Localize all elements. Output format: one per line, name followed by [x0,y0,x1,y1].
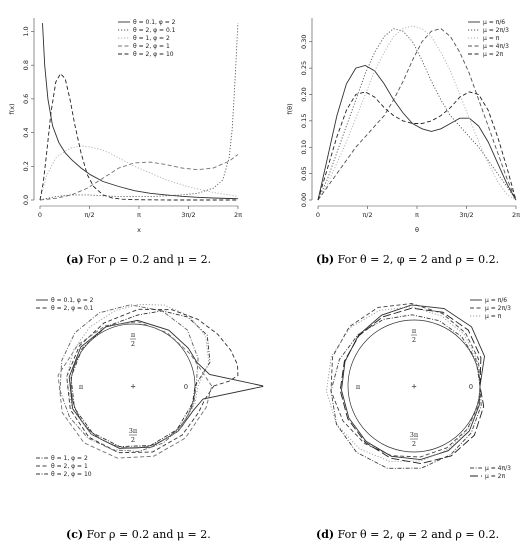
angle-label-pi-half-num: π [130,331,136,339]
y-tick-label: 0.10 [300,140,308,155]
y-tick-label: 0.20 [300,87,308,102]
legend-label: μ = π/6 [485,297,508,304]
angle-label-three-pi-half-num: 3π [128,427,138,435]
legend-label: μ = 2π/3 [485,305,511,312]
angle-label-zero: 0 [183,383,189,391]
center-mark: + [130,382,136,391]
y-axis-label: f(θ) [286,103,294,115]
x-tick-label: 2π [233,211,243,219]
angle-label-zero: 0 [468,383,474,391]
chart-a [8,18,242,234]
y-axis-label: f(x) [8,103,16,115]
series-line-0 [318,66,516,201]
legend-label: μ = π [483,35,500,42]
series-line-3 [40,155,238,201]
y-tick-label: 0.6 [22,93,30,105]
legend-label: θ = 1, φ = 2 [51,455,88,462]
circular-series-0 [69,320,263,448]
legend-label: μ = 4π/3 [483,43,509,50]
legend-label: θ = 2, φ = 1 [51,463,88,470]
circular-series-4 [71,311,210,447]
y-tick-label: 0.4 [22,127,30,138]
caption-c: (c) For ρ = 0.2 and μ = 2. [66,528,211,541]
angle-label-pi-half-den: 2 [411,336,417,344]
circular-series-5 [67,304,209,447]
series-line-2 [40,146,238,200]
x-tick-label: 2π [511,211,521,219]
angle-label-pi-half-den: 2 [130,340,136,348]
center-mark: + [411,382,417,391]
legend-label: μ = 4π/3 [485,465,511,472]
legend-label: μ = π [485,313,502,320]
series-line-4 [40,74,238,200]
legend-label: θ = 2, φ = 10 [133,51,174,58]
circular-series-1 [331,304,480,458]
legend-label: θ = 2, φ = 1 [133,43,170,50]
legend-label: μ = 2π [485,473,506,480]
y-tick-label: 0.25 [300,60,308,76]
x-axis-label: x [137,226,141,234]
chart-d [326,297,511,480]
caption-a: (a) For ρ = 0.2 and μ = 2. [66,253,212,266]
y-tick-label: 0.0 [22,194,30,206]
y-tick-label: 0.2 [22,161,30,172]
legend-label: μ = 2π/3 [483,27,509,34]
angle-label-pi-half-num: π [411,327,417,335]
angle-label-three-pi-half-den: 2 [411,440,417,448]
legend-label: θ = 1, φ = 2 [133,35,170,42]
legend-label: μ = π/6 [483,19,506,26]
angle-label-pi: π [78,383,84,391]
legend-label: θ = 0.1, φ = 2 [133,19,176,26]
legend-label: μ = 2π [483,51,504,58]
legend-label: θ = 2, φ = 0.1 [51,305,94,312]
y-tick-label: 0.30 [300,34,308,49]
y-tick-label: 1.0 [22,26,31,37]
caption-b: (b) For θ = 2, φ = 2 and ρ = 0.2. [316,253,500,266]
circular-series-1 [67,309,238,452]
y-tick-label: 0.15 [300,113,308,129]
x-tick-label: 3π/2 [181,211,196,219]
x-tick-label: 0 [37,211,43,219]
legend-label: θ = 2, φ = 10 [51,471,92,478]
y-tick-label: 0.00 [300,192,308,208]
legend-label: θ = 2, φ = 0.1 [133,27,176,34]
chart-b [286,18,520,234]
y-tick-label: 0.8 [22,60,30,71]
x-tick-label: 0 [315,211,321,219]
caption-d: (d) For θ = 2, φ = 2 and ρ = 0.2. [316,528,500,541]
x-axis-label: θ [415,226,419,234]
angle-label-three-pi-half-den: 2 [130,436,136,444]
chart-c [36,297,263,478]
x-tick-label: 3π/2 [459,211,474,219]
x-tick-label: π/2 [362,211,373,219]
x-tick-label: π/2 [84,211,95,219]
legend-label: θ = 0.1, φ = 2 [51,297,94,304]
x-tick-label: π [137,211,141,219]
x-tick-label: π [415,211,419,219]
angle-label-three-pi-half-num: 3π [409,431,419,439]
angle-label-pi: π [355,383,361,391]
series-line-4 [318,92,516,200]
y-tick-label: 0.05 [300,166,308,181]
